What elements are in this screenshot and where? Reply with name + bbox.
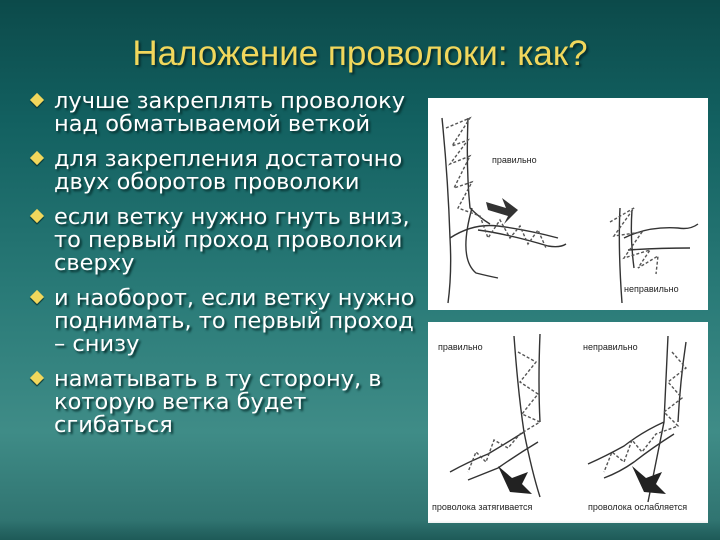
diamond-bullet-icon [30, 93, 44, 107]
decorative-bottom-strip [0, 520, 720, 540]
bullet-text: лучше закреплять проволоку над обматываемой веткой [54, 88, 406, 137]
slide-title: Наложение проволоки: как? [132, 34, 588, 73]
label-incorrect: неправильно [583, 342, 638, 352]
diamond-bullet-icon [30, 290, 44, 304]
bullet-text: для закрепления достаточно двух оборотов проволоки [54, 146, 403, 195]
bullet-item [30, 287, 420, 356]
diamond-bullet-icon [30, 371, 44, 385]
bullet-item [30, 206, 420, 275]
bullet-item [30, 90, 420, 136]
caption-wire-loosens: проволока ослабляется [588, 502, 688, 512]
arrow-icon [632, 466, 666, 494]
bullet-text: если ветку нужно гнуть вниз, то первый проход проволоки сверху [54, 204, 410, 276]
wire-anchoring-illustration [428, 98, 708, 310]
wire-direction-illustration [428, 322, 708, 523]
label-correct: правильно [492, 155, 537, 165]
wire-anchoring-drawing [428, 98, 708, 310]
caption-wire-tightens: проволока затягивается [432, 502, 533, 512]
arrow-icon [486, 198, 518, 224]
bullet-text: наматывать в ту сторону, в которую ветка будет сгибаться [54, 366, 382, 438]
diamond-bullet-icon [30, 209, 44, 223]
wire-direction-drawing [428, 322, 708, 523]
arrow-icon [498, 466, 532, 494]
bullet-item [30, 148, 420, 194]
diamond-bullet-icon [30, 151, 44, 165]
bullet-item [30, 368, 420, 437]
label-incorrect: неправильно [624, 284, 679, 294]
label-correct: правильно [438, 342, 483, 352]
bullet-list [30, 90, 420, 449]
bullet-text: и наоборот, если ветку нужно поднимать, то первый проход – снизу [54, 285, 415, 357]
